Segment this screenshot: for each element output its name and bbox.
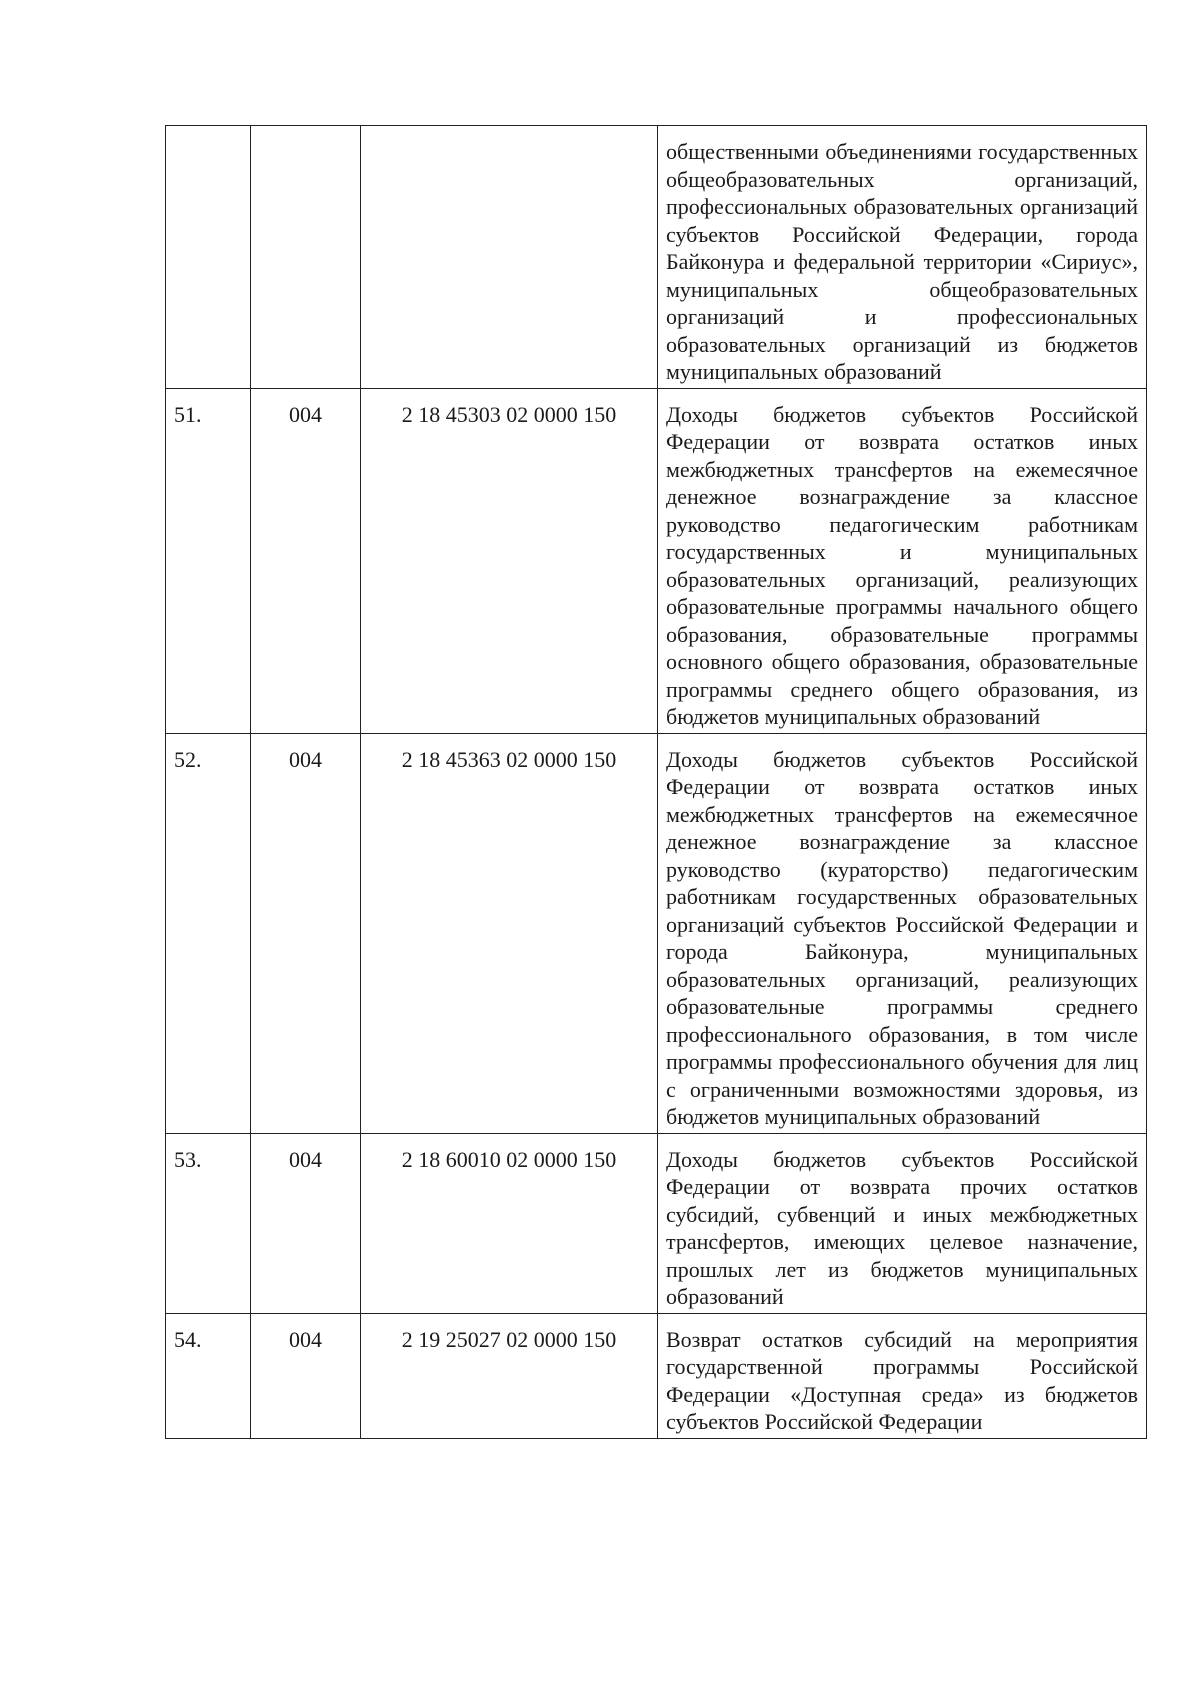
administrator-code-cell: 004: [251, 733, 361, 1133]
revenue-description-cell: общественными объединениями государственных общеобразовательных организаций, профессиональных образовательных организаций субъектов Российской Федерации, города Байконура и федеральной территории «Сириус», муниципальных общеобразовательных организаций и профессиональных образовательных организаций из бюджетов муниципальных образований: [658, 126, 1147, 389]
budget-classification-code-cell: 2 18 45363 02 0000 150: [361, 733, 658, 1133]
row-number-cell: [166, 126, 251, 389]
budget-classification-code-cell: [361, 126, 658, 389]
revenue-description-cell: Доходы бюджетов субъектов Российской Федерации от возврата прочих остатков субсидий, субвенций и иных межбюджетных трансфертов, имеющих целевое назначение, прошлых лет из бюджетов муниципальных образований: [658, 1133, 1147, 1313]
budget-classification-code-cell: 2 19 25027 02 0000 150: [361, 1313, 658, 1438]
row-number-cell: 51.: [166, 388, 251, 733]
row-number-cell: 52.: [166, 733, 251, 1133]
administrator-code-cell: 004: [251, 1313, 361, 1438]
revenue-description-cell: Доходы бюджетов субъектов Российской Федерации от возврата остатков иных межбюджетных трансфертов на ежемесячное денежное вознаграждение за классное руководство педагогическим работникам государственных и муниципальных образовательных организаций, реализующих образовательные программы начального общего образования, образовательные программы основного общего образования, образовательные программы среднего общего образования, из бюджетов муниципальных образований: [658, 388, 1147, 733]
budget-classification-code-cell: 2 18 45303 02 0000 150: [361, 388, 658, 733]
revenue-description-cell: Возврат остатков субсидий на мероприятия государственной программы Российской Федерации «Доступная среда» из бюджетов субъектов Российской Федерации: [658, 1313, 1147, 1438]
administrator-code-cell: 004: [251, 388, 361, 733]
administrator-code-cell: 004: [251, 1133, 361, 1313]
row-number-cell: 54.: [166, 1313, 251, 1438]
table-row: [166, 1313, 1147, 1438]
table-row: [166, 733, 1147, 1133]
budget-classification-code-cell: 2 18 60010 02 0000 150: [361, 1133, 658, 1313]
table-row: [166, 126, 1147, 389]
row-number-cell: 53.: [166, 1133, 251, 1313]
revenue-description-cell: Доходы бюджетов субъектов Российской Федерации от возврата остатков иных межбюджетных трансфертов на ежемесячное денежное вознаграждение за классное руководство (кураторство) педагогическим работникам государственных образовательных организаций субъектов Российской Федерации и города Байконура, муниципальных образовательных организаций, реализующих образовательные программы среднего профессионального образования, в том числе программы профессионального обучения для лиц с ограниченными возможностями здоровья, из бюджетов муниципальных образований: [658, 733, 1147, 1133]
table-row: [166, 388, 1147, 733]
table-row: [166, 1133, 1147, 1313]
revenue-code-table: [165, 125, 1147, 1439]
administrator-code-cell: [251, 126, 361, 389]
